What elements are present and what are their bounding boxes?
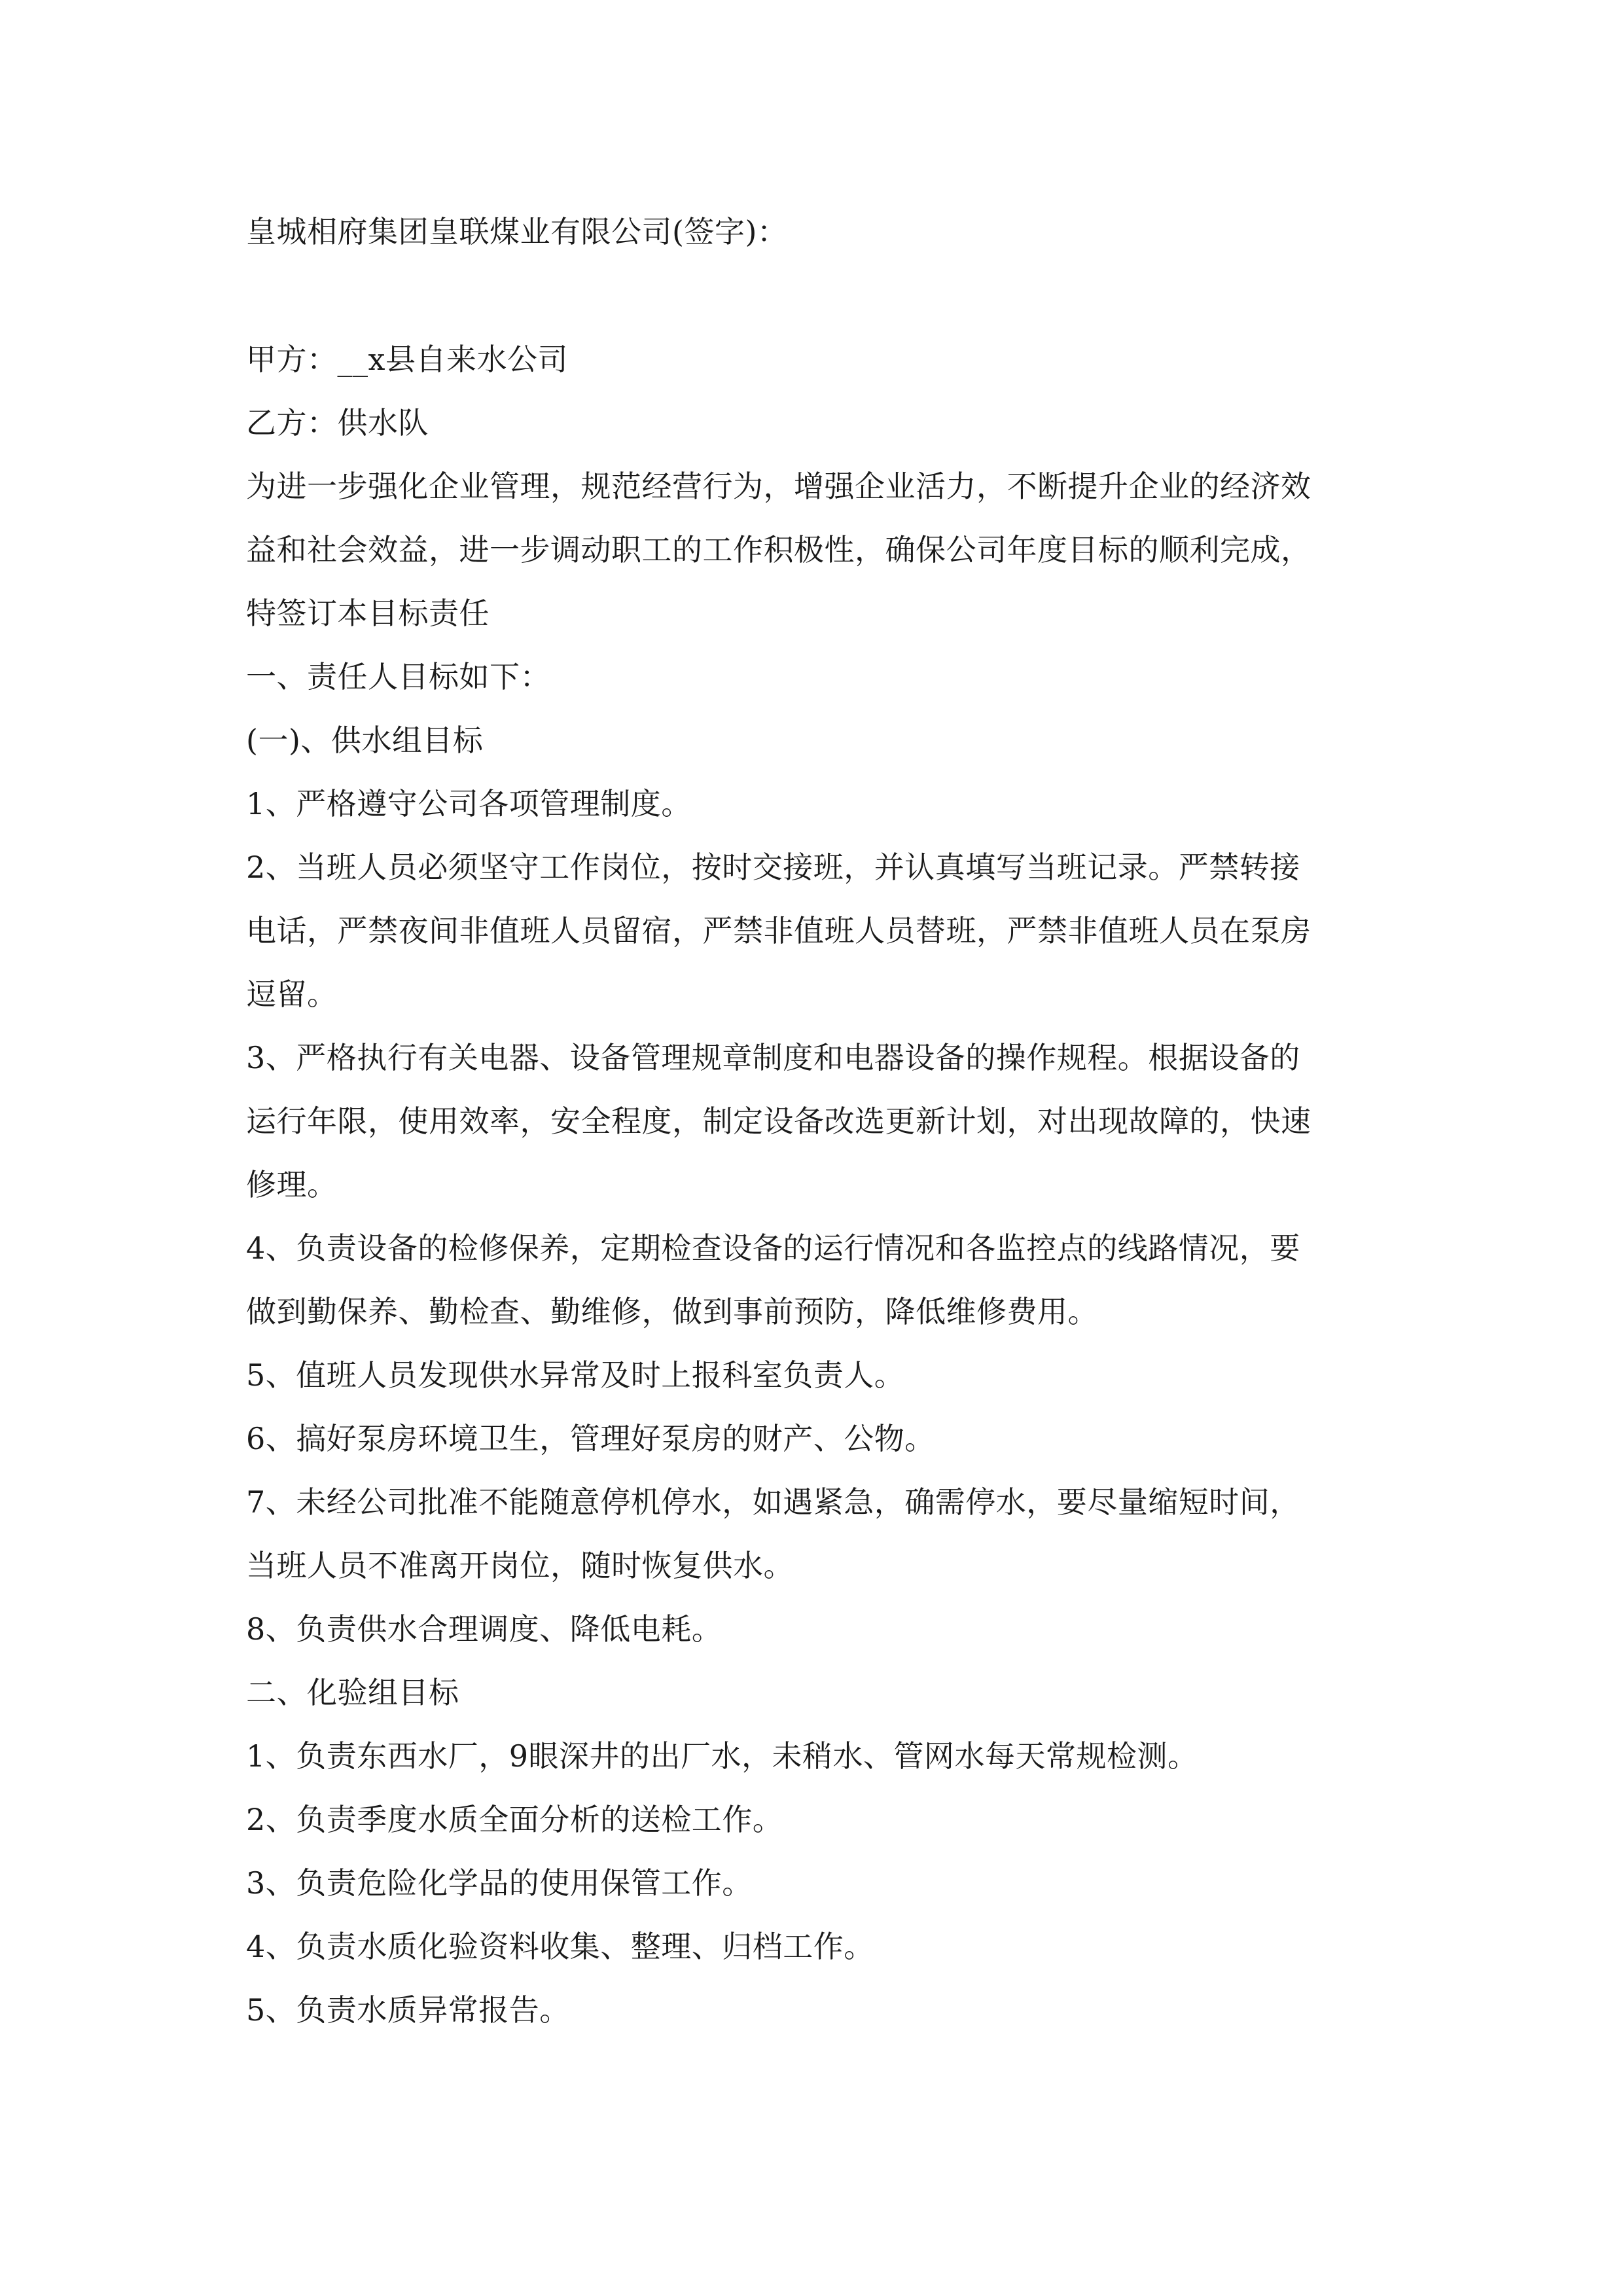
- party-a: 甲方：__x县自来水公司: [246, 342, 568, 377]
- list-item-line: 6、搞好泵房环境卫生，管理好泵房的财产、公物。: [246, 1421, 935, 1456]
- list-item: [246, 836, 1398, 1026]
- list-item: [246, 1026, 1398, 1217]
- list-item: 3、负责危险化学品的使用保管工作。: [246, 1865, 753, 1901]
- document-body: [246, 200, 1398, 2042]
- list-item-line: 电话，严禁夜间非值班人员留宿，严禁非值班人员替班，严禁非值班人员在泵房: [246, 913, 1311, 948]
- list-item-line: 5、值班人员发现供水异常及时上报科室负责人。: [246, 1357, 905, 1393]
- intro-line: 益和社会效益，进一步调动职工的工作积极性，确保公司年度目标的顺利完成，: [246, 532, 1311, 567]
- list-item: [246, 1471, 1398, 1598]
- list-item-line: 2、当班人员必须坚守工作岗位，按时交接班，并认真填写当班记录。严禁转接: [246, 850, 1300, 885]
- list-item-line: 做到勤保养、勤检查、勤维修，做到事前预防，降低维修费用。: [246, 1294, 1098, 1329]
- list-item-line: 1、严格遵守公司各项管理制度。: [246, 786, 692, 821]
- list-item: [246, 1407, 1398, 1471]
- list-item: [246, 1344, 1398, 1407]
- list-item-line: 3、严格执行有关电器、设备管理规章制度和电器设备的操作规程。根据设备的: [246, 1040, 1300, 1075]
- list-item: 5、负责水质异常报告。: [246, 1992, 570, 2028]
- list-item-line: 4、负责设备的检修保养，定期检查设备的运行情况和各监控点的线路情况，要: [246, 1230, 1300, 1266]
- supply-group-list: [246, 772, 1398, 1661]
- subsection-1-title: (一)、供水组目标: [246, 723, 484, 758]
- party-b: 乙方：供水队: [246, 405, 429, 440]
- list-item-line: 7、未经公司批准不能随意停机停水，如遇紧急，确需停水，要尽量缩短时间，: [246, 1484, 1300, 1520]
- list-item-line: 修理。: [246, 1167, 338, 1202]
- lab-group-list: [246, 1725, 1398, 2042]
- list-item-line: 逗留。: [246, 977, 338, 1012]
- intro-line: 为进一步强化企业管理，规范经营行为，增强企业活力，不断提升企业的经济效: [246, 469, 1311, 504]
- list-item-line: 当班人员不准离开岗位，随时恢复供水。: [246, 1548, 794, 1583]
- section-2-title: 二、化验组目标: [246, 1675, 459, 1710]
- list-item: 1、负责东西水厂，9眼深井的出厂水，未稍水、管网水每天常规检测。: [246, 1738, 1198, 1774]
- list-item: [246, 1598, 1398, 1661]
- list-item-line: 8、负责供水合理调度、降低电耗。: [246, 1611, 722, 1647]
- intro-paragraph: [246, 455, 1398, 645]
- list-item-line: 运行年限，使用效率，安全程度，制定设备改选更新计划，对出现故障的，快速: [246, 1103, 1311, 1139]
- intro-line: 特签订本目标责任: [246, 596, 490, 631]
- section-1-title: 一、责任人目标如下：: [246, 659, 550, 694]
- list-item: [246, 772, 1398, 836]
- list-item: 2、负责季度水质全面分析的送检工作。: [246, 1802, 783, 1837]
- signature-line: 皇城相府集团皇联煤业有限公司(签字)：: [246, 214, 788, 249]
- list-item: 4、负责水质化验资料收集、整理、归档工作。: [246, 1929, 874, 1964]
- list-item: [246, 1217, 1398, 1344]
